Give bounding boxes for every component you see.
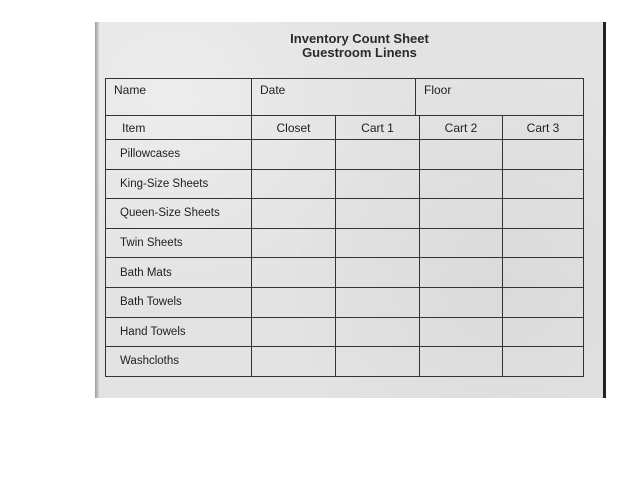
count-cell (336, 347, 420, 377)
count-cell (420, 287, 503, 317)
item-name: Twin Sheets (106, 228, 252, 258)
count-cell (252, 287, 336, 317)
floor-field (416, 79, 584, 116)
column-header-cart-3: Cart 3 (503, 116, 584, 140)
column-header-item: Item (106, 116, 252, 140)
count-cell (252, 169, 336, 199)
count-cell (336, 199, 420, 229)
table-row (106, 347, 584, 377)
count-cell (503, 228, 584, 258)
count-cell (503, 347, 584, 377)
count-cell (252, 140, 336, 170)
count-cell (420, 228, 503, 258)
count-cell (503, 169, 584, 199)
count-cell (252, 347, 336, 377)
table-row (106, 258, 584, 288)
table-row (106, 140, 584, 170)
table-header-row (106, 116, 584, 140)
title-line-1: Inventory Count Sheet (290, 31, 429, 46)
count-cell (336, 258, 420, 288)
date-label: Date (260, 83, 286, 97)
count-cell (503, 317, 584, 347)
item-name: Pillowcases (106, 140, 252, 170)
item-name: Bath Mats (106, 258, 252, 288)
count-cell (503, 199, 584, 229)
count-cell (420, 258, 503, 288)
count-cell (420, 317, 503, 347)
table-row (106, 287, 584, 317)
date-field (252, 79, 416, 116)
item-name: Washcloths (106, 347, 252, 377)
item-name: Queen-Size Sheets (106, 199, 252, 229)
table-row (106, 169, 584, 199)
item-name: King-Size Sheets (106, 169, 252, 199)
count-cell (336, 317, 420, 347)
table-row (106, 228, 584, 258)
item-name: Hand Towels (106, 317, 252, 347)
header-fields-table (105, 78, 584, 116)
scanned-page (95, 22, 606, 398)
count-cell (336, 287, 420, 317)
item-name: Bath Towels (106, 287, 252, 317)
sheet-title (95, 32, 606, 60)
count-cell (503, 287, 584, 317)
table-row (106, 317, 584, 347)
name-label: Name (114, 83, 147, 97)
count-cell (252, 228, 336, 258)
floor-label: Floor (424, 83, 452, 97)
count-cell (336, 228, 420, 258)
count-cell (336, 140, 420, 170)
count-cell (420, 199, 503, 229)
title-line-2: Guestroom Linens (302, 45, 417, 60)
count-cell (420, 140, 503, 170)
count-cell (420, 169, 503, 199)
count-cell (252, 199, 336, 229)
count-cell (252, 258, 336, 288)
page-left-edge (95, 22, 99, 398)
count-cell (503, 140, 584, 170)
count-cell (252, 317, 336, 347)
count-cell (420, 347, 503, 377)
page-right-edge (603, 22, 606, 398)
name-field (106, 79, 252, 116)
column-header-closet: Closet (252, 116, 336, 140)
column-header-cart-2: Cart 2 (420, 116, 503, 140)
table-row (106, 199, 584, 229)
column-header-cart-1: Cart 1 (336, 116, 420, 140)
inventory-table (105, 115, 584, 377)
count-cell (336, 169, 420, 199)
count-cell (503, 258, 584, 288)
